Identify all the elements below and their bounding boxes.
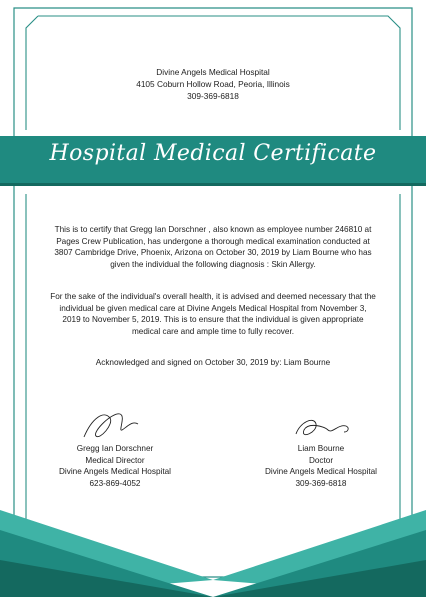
signatory-organization: Divine Angels Medical Hospital [59, 467, 171, 476]
signatory-title: Medical Director [85, 455, 145, 465]
signatory-name: Liam Bourne [297, 444, 345, 453]
hospital-header [0, 66, 426, 102]
care-paragraph: For the sake of the individual's overall health, it is advised and deemed necessary that the individual be given medical care at Divine Angels Medical Hospital from November 3, 2019 to November 5, 2019. This is to ensure that the individual is given appropriate medical care and ample time to fully recover. [50, 292, 376, 336]
hospital-address: 4105 Coburn Hollow Road, Peoria, Illinois [136, 79, 290, 89]
signatory-phone: 309-369-6818 [295, 478, 347, 488]
signatory-organization: Divine Angels Medical Hospital [265, 467, 377, 476]
certificate-title: Hospital Medical Certificate [49, 141, 377, 166]
hospital-name: Divine Angels Medical Hospital [156, 67, 270, 77]
certification-paragraph: This is to certify that Gregg Ian Dorschner , also known as employee number 246810 at Pages Crew Publication, has undergone a thorough medical examination conducted at 3807 Cambridge Drive, Phoenix, Arizona on October 30, 2019 by Liam Bourne who has given the individual the following diagnosis : Skin Allergy. [54, 225, 372, 269]
title-banner-shadow [0, 183, 426, 186]
signatory-name: Gregg Ian Dorschner [76, 444, 154, 453]
signature-liam [296, 420, 348, 434]
signature-gregg [84, 414, 138, 437]
signatory-phone: 623-869-4052 [89, 478, 141, 488]
signatory-right [236, 443, 406, 489]
hospital-phone: 309-369-6818 [187, 91, 239, 101]
acknowledgement-line: Acknowledged and signed on October 30, 2019 by: Liam Bourne [95, 358, 331, 367]
signatory-left [30, 443, 200, 489]
signatory-title: Doctor [308, 455, 334, 465]
